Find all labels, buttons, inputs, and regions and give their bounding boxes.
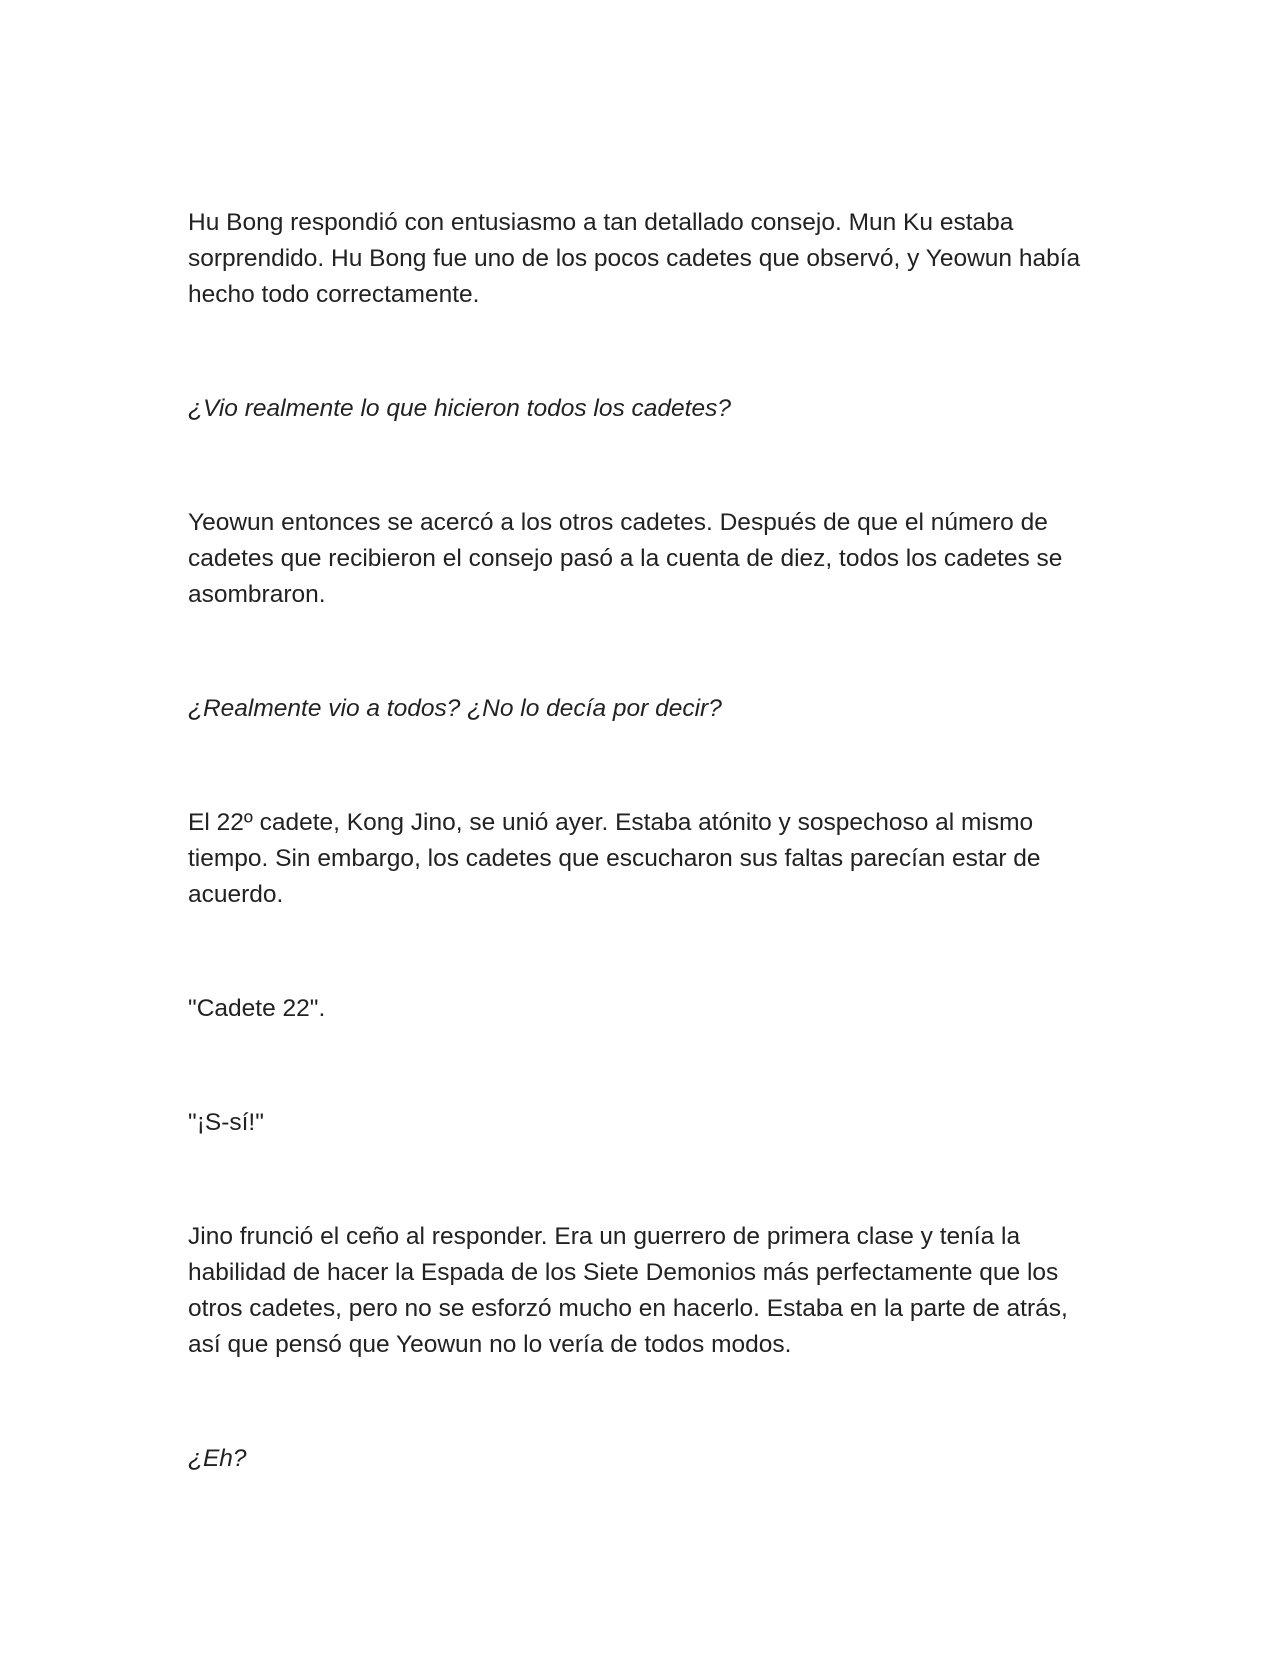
document-body — [188, 205, 1098, 1477]
paragraph-5: El 22º cadete, Kong Jino, se unió ayer. Estaba atónito y sospechoso al mismo tiempo. Sin embargo, los cadetes que escucharon sus faltas parecían estar de acuerdo. — [188, 809, 1041, 908]
paragraph-1: Hu Bong respondió con entusiasmo a tan detallado consejo. Mun Ku estaba sorprendido. Hu Bong fue uno de los pocos cadetes que observó, y Yeowun había hecho todo correctamente. — [188, 209, 1081, 308]
paragraph-3: Yeowun entonces se acercó a los otros cadetes. Después de que el número de cadetes que recibieron el consejo pasó a la cuenta de diez, todos los cadetes se asombraron. — [188, 509, 1063, 608]
paragraph-4: ¿Realmente vio a todos? ¿No lo decía por decir? — [188, 695, 722, 722]
paragraph-2: ¿Vio realmente lo que hicieron todos los cadetes? — [188, 395, 731, 422]
paragraph-8: Jino frunció el ceño al responder. Era un guerrero de primera clase y tenía la habilidad de hacer la Espada de los Siete Demonios más perfectamente que los otros cadetes, pero no se esforzó mucho en hacerlo. Estaba en la parte de atrás, así que pensó que Yeowun no lo vería de todos modos. — [188, 1223, 1068, 1358]
paragraph-9: ¿Eh? — [188, 1445, 247, 1472]
paragraph-7: "¡S-sí!" — [188, 1109, 264, 1136]
paragraph-6: "Cadete 22". — [188, 995, 326, 1022]
